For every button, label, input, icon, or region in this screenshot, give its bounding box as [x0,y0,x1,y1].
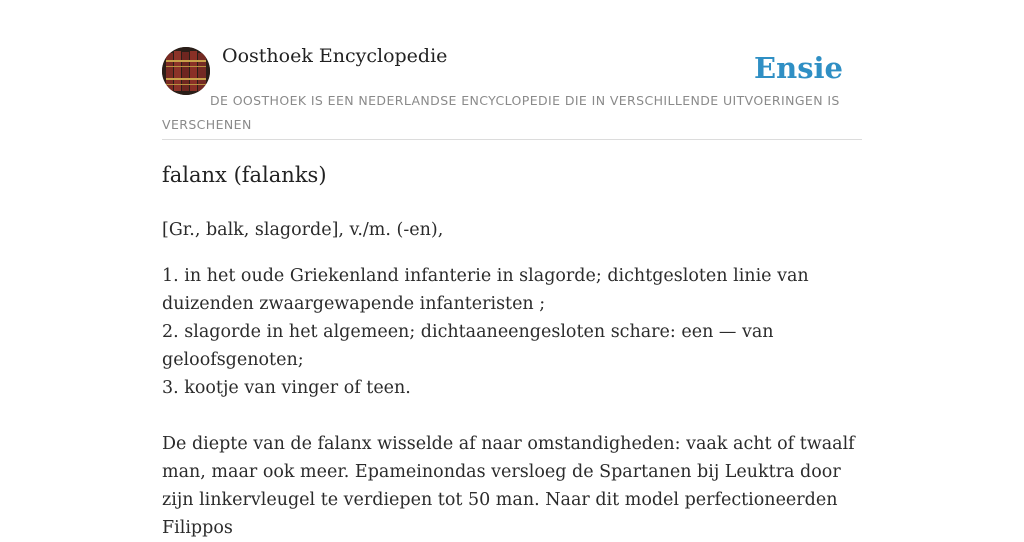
sense-item: 2. slagorde in het algemeen; dichtaaneengesloten schare: een — van geloofsgenoten; [162,322,774,370]
site-tagline: DE OOSTHOEK IS EEN NEDERLANDSE ENCYCLOPEDIE DIE IN VERSCHILLENDE UITVOERINGEN IS VERSCHENEN [162,93,840,132]
entry-title: falanx (falanks) [162,163,327,187]
header-divider [162,139,862,140]
encyclopedia-books-icon[interactable] [162,47,210,95]
entry-paragraph: De diepte van de falanx wisselde af naar omstandigheden: vaak acht of twaalf man, maar ook meer. Epameinondas versloeg de Spartanen bij Leuktra door zijn linkervleugel te verdiepen tot 50 man. Naar dit model perfectioneerden Filippos [162,434,855,538]
site-name[interactable]: Oosthoek Encyclopedie [222,45,448,67]
brand-logo-link[interactable]: Ensie [754,51,843,85]
entry-etymology: [Gr., balk, slagorde], v./m. (-en), [162,220,444,240]
entry-body [162,216,862,542]
page [162,0,862,538]
sense-item: 3. kootje van vinger of teen. [162,378,411,398]
sense-item: 1. in het oude Griekenland infanterie in slagorde; dichtgesloten linie van duizenden zwaargewapende infanteristen ; [162,266,809,314]
entry-senses [162,262,862,402]
